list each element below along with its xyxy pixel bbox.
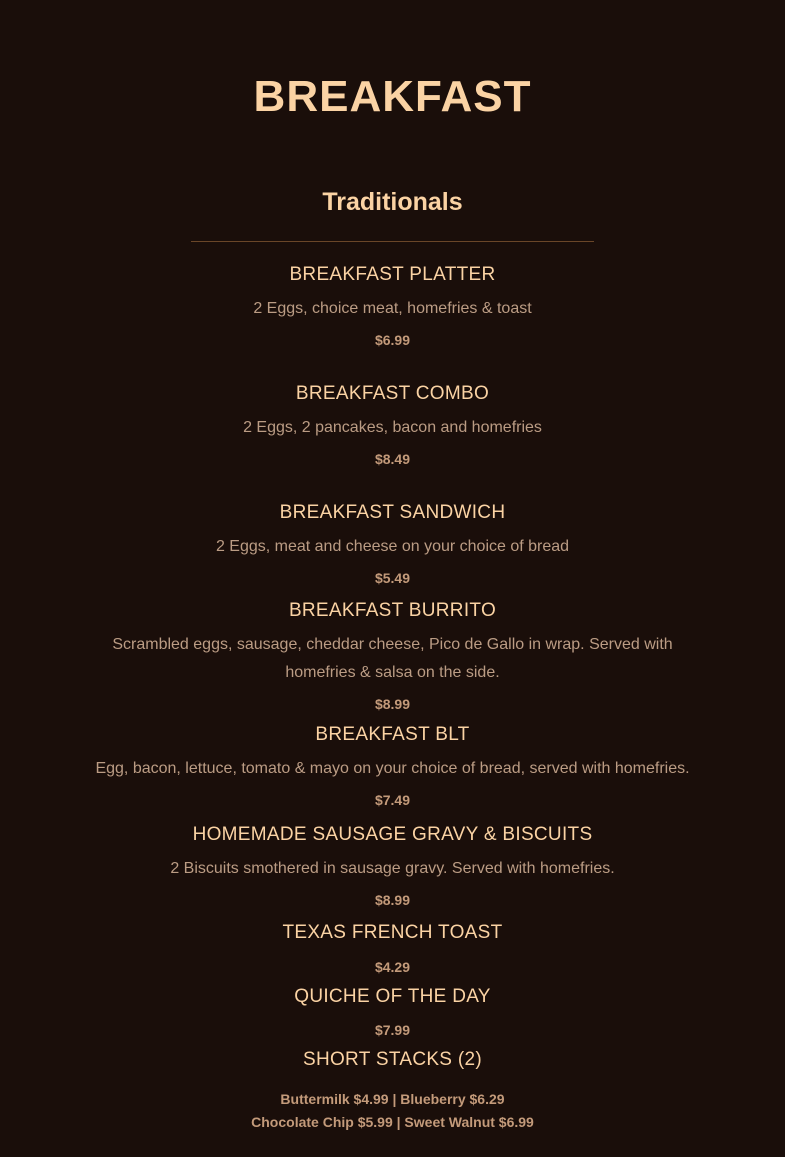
section-title: Traditionals [322,188,463,216]
item-description: 2 Eggs, choice meat, homefries & toast [253,300,532,317]
menu-item-breakfast-platter [0,263,785,350]
item-description: 2 Eggs, meat and cheese on your choice of bread [215,538,570,555]
item-description: Egg, bacon, lettuce, tomato & mayo on your choice of bread, served with homefries. [95,760,690,777]
item-price: $7.49 [374,792,411,808]
item-price: $8.99 [374,892,411,908]
menu-item-texas-french-toast [0,921,785,977]
item-description: Scrambled eggs, sausage, cheddar cheese, Pico de Gallo in wrap. Served with homefries & salsa on the side. [112,636,673,681]
menu-item-breakfast-sandwich [0,501,785,588]
item-price: $6.99 [374,332,411,348]
item-description: 2 Biscuits smothered in sausage gravy. Served with homefries. [170,860,615,877]
item-name: SHORT STACKS (2) [302,1049,482,1070]
short-stacks-prices-line-2: Chocolate Chip $5.99 | Sweet Walnut $6.99 [251,1114,534,1130]
page-title: BREAKFAST [253,72,532,121]
item-name: QUICHE OF THE DAY [294,986,491,1007]
menu-item-breakfast-burrito [0,599,785,714]
item-name: HOMEMADE SAUSAGE GRAVY & BISCUITS [192,824,593,845]
menu-item-breakfast-blt [0,723,785,810]
item-name: BREAKFAST SANDWICH [279,502,506,523]
short-stacks-prices-line-1: Buttermilk $4.99 | Blueberry $6.29 [280,1091,505,1107]
item-price: $8.99 [374,696,411,712]
item-name: TEXAS FRENCH TOAST [282,922,503,943]
item-price: $8.49 [374,451,411,467]
item-price: $4.29 [374,959,411,975]
item-name: BREAKFAST PLATTER [289,264,496,285]
item-name: BREAKFAST BLT [315,724,470,745]
item-name: BREAKFAST BURRITO [288,600,497,621]
menu-item-sausage-gravy-biscuits [0,823,785,910]
item-description: 2 Eggs, 2 pancakes, bacon and homefries [243,419,542,436]
section-divider [191,241,594,242]
menu-item-breakfast-combo [0,382,785,469]
item-name: BREAKFAST COMBO [295,383,490,404]
menu-item-quiche-of-the-day [0,985,785,1040]
item-price: $7.99 [374,1022,411,1038]
item-price: $5.49 [374,570,411,586]
menu-item-short-stacks [0,1048,785,1134]
